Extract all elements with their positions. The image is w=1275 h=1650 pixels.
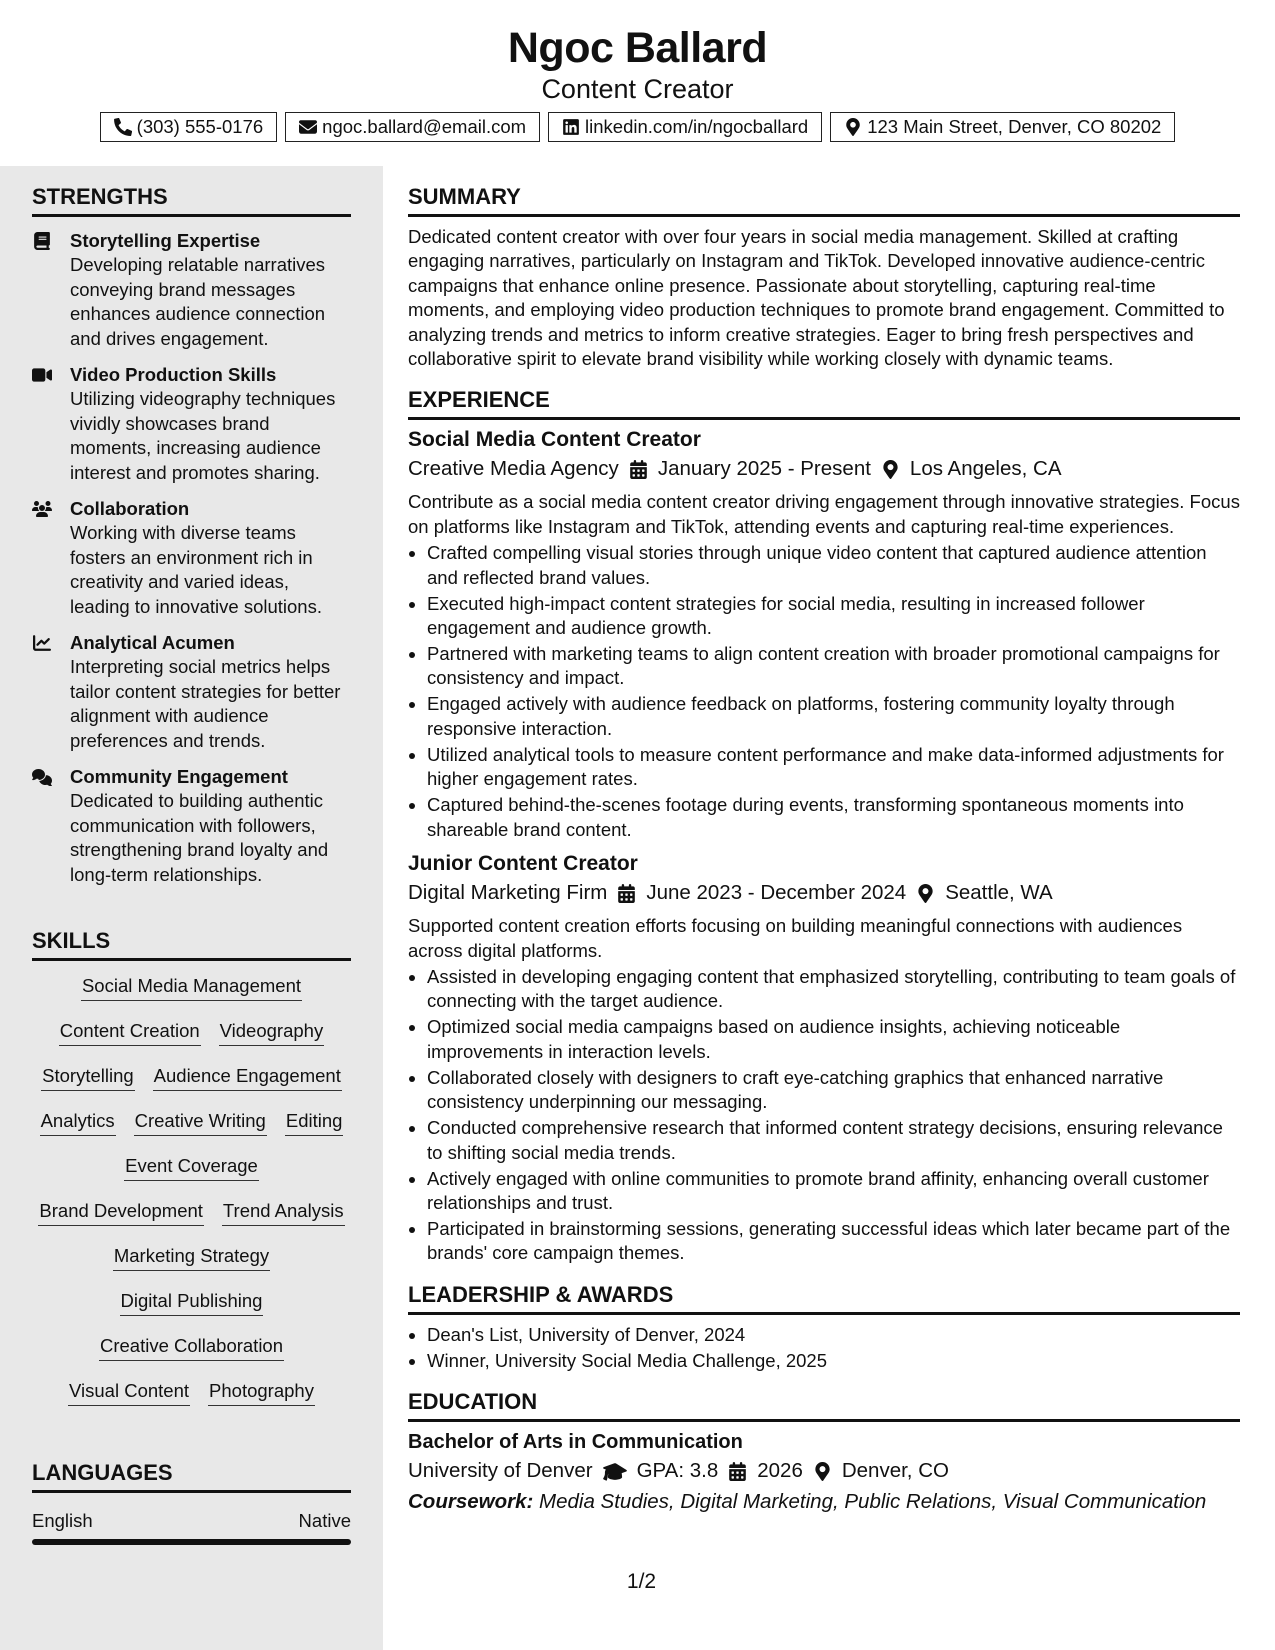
skill-row — [32, 1020, 351, 1065]
page-number — [0, 1570, 1275, 1594]
strength-title: Storytelling Expertise — [70, 230, 261, 251]
list-item: • Captured behind-the-scenes footage during events, transforming spontaneous moments into shareable brand content. — [427, 793, 1240, 842]
strength-desc: Utilizing videography techniques vividly showcases brand moments, increasing audience interest and promotes sharing. — [70, 388, 336, 483]
strength-title: Collaboration — [70, 498, 190, 519]
linkedin-icon — [562, 118, 580, 136]
list-item: • Winner, University Social Media Challenge, 2025 — [427, 1349, 1240, 1373]
address-text: 123 Main Street, Denver, CO 80202 — [867, 116, 1162, 137]
calendar-icon — [728, 1462, 747, 1481]
languages-section — [32, 1458, 351, 1545]
job-location: Los Angeles, CA — [909, 457, 1062, 481]
strength-item — [32, 631, 351, 753]
summary-text: Dedicated content creator with over four years in social media management. Skilled at crafting engaging narratives, particularly on Instagram and TikTok. Developed innovative audience-centric campaigns that enhance online presence. Passionate about storytelling, capturing real-time moments, and employing video production techniques to promote brand engagement. Committed to analyzing trends and metrics to inform creative strategies. Eager to bring fresh perspectives and collaborative spirit to elevate brand visibility while working closely with dynamic teams. — [408, 226, 1225, 370]
job-entry — [408, 426, 1240, 842]
list-item: • Engaged actively with audience feedback on platforms, fostering community loyalty through responsive interaction. — [427, 692, 1240, 741]
graduation-year: 2026 — [757, 1459, 803, 1483]
location-pin-icon — [844, 118, 862, 136]
comments-icon — [32, 768, 52, 786]
skill-row — [32, 975, 351, 1020]
users-icon — [32, 500, 52, 518]
job-meta — [408, 454, 1240, 484]
list-item: • Collaborated closely with designers to craft eye-catching graphics that enhanced narrative consistency underpinning our messaging. — [427, 1066, 1240, 1115]
skill-row — [32, 1245, 351, 1290]
degree-title: Bachelor of Arts in Communication — [408, 1431, 743, 1454]
gpa-text: GPA: 3.8 — [636, 1459, 719, 1483]
education-title: EDUCATION — [408, 1387, 1240, 1422]
skill-row — [32, 1200, 351, 1245]
strengths-section — [32, 182, 351, 887]
phone-icon — [114, 118, 132, 136]
location-pin-icon — [813, 1462, 832, 1481]
skill-tag: Brand Development — [38, 1200, 204, 1226]
job-title: Junior Content Creator — [408, 852, 638, 876]
linkedin-text: linkedin.com/in/ngocballard — [585, 116, 809, 137]
job-company: Digital Marketing Firm — [408, 881, 608, 905]
chart-line-icon — [32, 634, 52, 652]
candidate-title: Content Creator — [541, 74, 734, 104]
list-item: • Dean's List, University of Denver, 2024 — [427, 1323, 1240, 1347]
list-item: • Assisted in developing engaging content that emphasized storytelling, contributing to team goals of connecting with the target audience. — [427, 965, 1240, 1014]
contact-linkedin[interactable] — [548, 112, 822, 142]
summary-title: SUMMARY — [408, 182, 1240, 217]
location-pin-icon — [916, 884, 935, 903]
job-bullets — [408, 965, 1240, 1266]
skill-tag: Digital Publishing — [120, 1290, 264, 1316]
skill-row — [32, 1380, 351, 1425]
email-text: ngoc.ballard@email.com — [322, 116, 527, 137]
page-number-text: 1/2 — [626, 1570, 657, 1593]
envelope-icon — [299, 118, 317, 136]
strength-desc: Dedicated to building authentic communication with followers, strengthening brand loyalty and long-term relationships. — [70, 790, 329, 885]
education-meta — [408, 1456, 1240, 1486]
strength-item — [32, 363, 351, 485]
skill-tag: Analytics — [40, 1110, 116, 1136]
list-item: • Participated in brainstorming sessions, generating successful ideas which later became part of the brands' core campaign themes. — [427, 1217, 1240, 1266]
skills-title: SKILLS — [32, 926, 351, 961]
list-item: • Conducted comprehensive research that informed content strategy decisions, ensuring relevance to shifting social media trends. — [427, 1116, 1240, 1165]
job-location: Seattle, WA — [945, 881, 1053, 905]
strength-desc: Working with diverse teams fosters an environment rich in creativity and varied ideas, leading to innovative solutions. — [70, 522, 322, 617]
job-dates: January 2025 - Present — [657, 457, 871, 481]
video-camera-icon — [32, 366, 52, 384]
strength-title: Community Engagement — [70, 766, 288, 787]
strength-item — [32, 765, 351, 887]
strength-title: Video Production Skills — [70, 364, 277, 385]
job-bullets — [408, 541, 1240, 842]
experience-title: EXPERIENCE — [408, 385, 1240, 420]
awards-title: LEADERSHIP & AWARDS — [408, 1280, 1240, 1315]
strength-item — [32, 497, 351, 619]
language-name: English — [32, 1510, 93, 1531]
skill-tag: Editing — [285, 1110, 344, 1136]
calendar-icon — [629, 460, 648, 479]
contact-bar — [0, 112, 1275, 142]
main-content — [408, 166, 1240, 1516]
contact-phone[interactable] — [100, 112, 278, 142]
language-proficiency-bar — [32, 1539, 351, 1545]
experience-section — [408, 385, 1240, 1265]
calendar-icon — [617, 884, 636, 903]
contact-address[interactable] — [830, 112, 1175, 142]
language-level: Native — [298, 1510, 351, 1531]
list-item: • Actively engaged with online communities to promote brand affinity, enhancing overall customer relationships and trust. — [427, 1167, 1240, 1216]
job-meta — [408, 878, 1240, 908]
skill-tag: Marketing Strategy — [113, 1245, 270, 1271]
school-name: University of Denver — [408, 1459, 593, 1483]
graduation-cap-icon — [603, 1462, 627, 1481]
awards-list — [408, 1323, 1240, 1373]
job-company: Creative Media Agency — [408, 457, 619, 481]
strength-title: Analytical Acumen — [70, 632, 235, 653]
skill-tag: Trend Analysis — [222, 1200, 345, 1226]
summary-section — [408, 182, 1240, 371]
contact-email[interactable] — [285, 112, 540, 142]
resume-header — [0, 0, 1275, 142]
coursework-label: Coursework: — [408, 1490, 534, 1514]
list-item: • Crafted compelling visual stories through unique video content that captured audience attention and reflected brand values. — [427, 541, 1240, 590]
awards-section — [408, 1280, 1240, 1373]
skill-tag: Videography — [219, 1020, 325, 1046]
list-item: • Partnered with marketing teams to align content creation with broader promotional campaigns for consistency and impact. — [427, 642, 1240, 691]
job-description: Contribute as a social media content creator driving engagement through innovative strategies. Focus on platforms like Instagram and TikTok, attending events and capturing real-time experiences. — [408, 491, 1240, 537]
languages-title: LANGUAGES — [32, 1458, 351, 1493]
skill-row — [32, 1065, 351, 1110]
language-row — [32, 1509, 351, 1533]
skill-row — [32, 1110, 351, 1155]
list-item: • Executed high-impact content strategies for social media, resulting in increased follower engagement and audience growth. — [427, 592, 1240, 641]
location-pin-icon — [881, 460, 900, 479]
school-location: Denver, CO — [841, 1459, 949, 1483]
skill-tag: Content Creation — [59, 1020, 201, 1046]
strengths-title: STRENGTHS — [32, 182, 351, 217]
skill-tag: Visual Content — [68, 1380, 190, 1406]
skill-tag: Social Media Management — [81, 975, 302, 1001]
list-item: • Utilized analytical tools to measure content performance and make data-informed adjustments for higher engagement rates. — [427, 743, 1240, 792]
list-item: • Optimized social media campaigns based on audience insights, achieving noticeable improvements in interaction levels. — [427, 1015, 1240, 1064]
skill-tag: Audience Engagement — [153, 1065, 342, 1091]
skills-section — [32, 926, 351, 1425]
coursework — [408, 1488, 1240, 1516]
phone-text: (303) 555-0176 — [136, 116, 264, 137]
job-dates: June 2023 - December 2024 — [646, 881, 907, 905]
book-icon — [32, 232, 52, 250]
job-entry — [408, 850, 1240, 1266]
skill-row — [32, 1290, 351, 1335]
candidate-name: Ngoc Ballard — [507, 24, 768, 72]
skill-tag: Creative Collaboration — [99, 1335, 284, 1361]
coursework-list: Media Studies, Digital Marketing, Public Relations, Visual Communication — [539, 1490, 1207, 1514]
skill-tag: Photography — [208, 1380, 315, 1406]
skill-row — [32, 1155, 351, 1200]
strength-desc: Interpreting social metrics helps tailor content strategies for better alignment with audience preferences and trends. — [70, 656, 341, 751]
skill-tag: Event Coverage — [124, 1155, 259, 1181]
strength-item — [32, 229, 351, 351]
skill-row — [32, 1335, 351, 1380]
sidebar — [0, 166, 383, 1650]
strength-desc: Developing relatable narratives conveying brand messages enhances audience connection and drives engagement. — [70, 254, 326, 349]
job-title: Social Media Content Creator — [408, 428, 701, 452]
education-section — [408, 1387, 1240, 1516]
skill-tag: Creative Writing — [134, 1110, 267, 1136]
skill-tag: Storytelling — [41, 1065, 135, 1091]
job-description: Supported content creation efforts focusing on building meaningful connections with audiences across digital platforms. — [408, 915, 1183, 961]
